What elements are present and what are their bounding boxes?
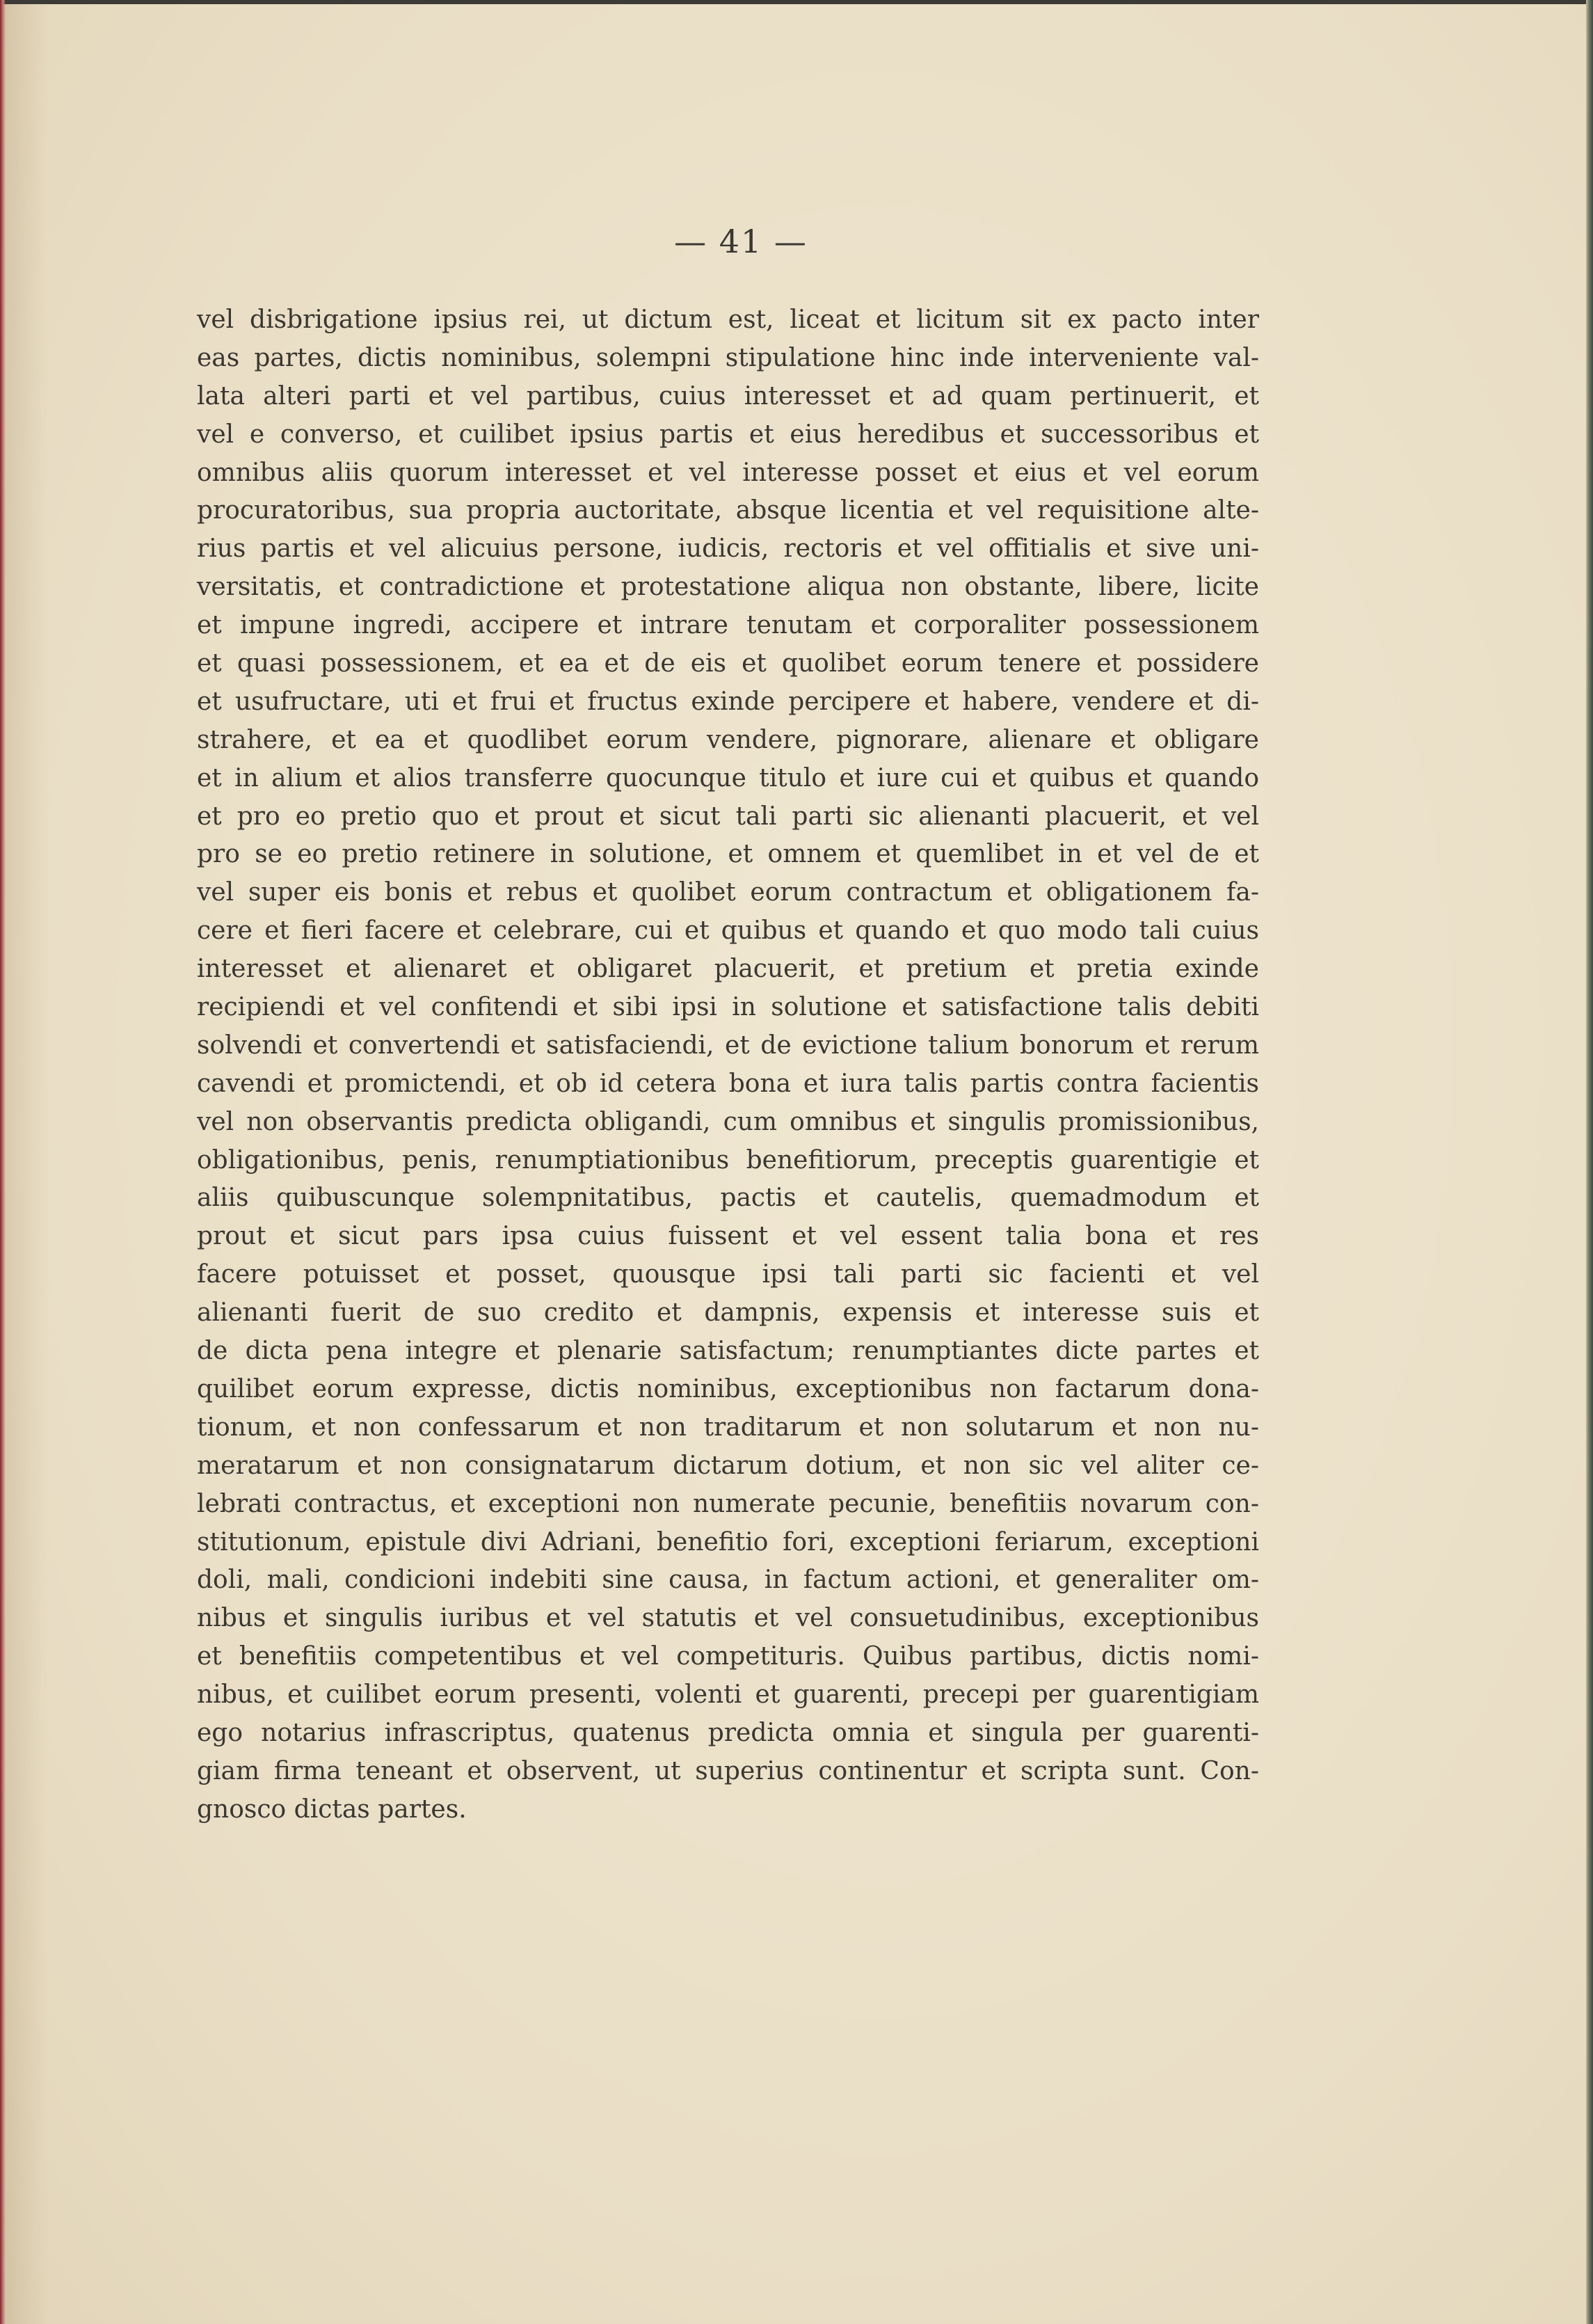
text-line: de dicta pena integre et plenarie satisfactum; renumptiantes dicte partes et [197,1337,1259,1366]
text-line: solvendi et convertendi et satisfaciendi, et de evictione talium bonorum et rerum [197,1030,1259,1060]
text-line: omnibus aliis quorum interesset et vel interesse posset et eius et vel eorum [197,458,1259,487]
text-line: et in alium et alios transferre quocunque titulo et iure cui et quibus et quando [197,763,1259,793]
text-line: vel e converso, et cuilibet ipsius partis et eius heredibus et successoribus et [197,420,1259,449]
text-line: interesset et alienaret et obligaret placuerit, et pretium et pretia exinde [197,955,1259,984]
text-line: rius partis et vel alicuius persone, iudicis, rectoris et vel offitialis et sive uni- [197,534,1259,564]
text-line: et quasi possessionem, et ea et de eis et quolibet eorum tenere et possidere [197,649,1259,678]
text-line: nibus et singulis iuribus et vel statutis et vel consuetudinibus, exceptionibus [197,1604,1259,1633]
text-line: doli, mali, condicioni indebiti sine causa, in factum actioni, et generaliter om- [197,1566,1259,1595]
text-line: vel disbrigatione ipsius rei, ut dictum est, liceat et licitum sit ex pacto inter [197,305,1259,334]
text-line: procuratoribus, sua propria auctoritate, absque licentia et vel requisitione alte- [197,496,1259,525]
text-line: quilibet eorum expresse, dictis nominibus, exceptionibus non factarum dona- [197,1374,1259,1403]
text-line: nibus, et cuilibet eorum presenti, volenti et guarenti, precepi per guarentigiam [197,1680,1259,1710]
text-line: et usufructare, uti et frui et fructus exinde percipere et habere, vendere et di- [197,687,1259,716]
text-line: vel super eis bonis et rebus et quolibet eorum contractum et obligationem fa- [197,878,1259,907]
text-line: prout et sicut pars ipsa cuius fuissent et vel essent talia bona et res [197,1222,1259,1251]
text-line: obligationibus, penis, renumptiationibus benefitiorum, preceptis guarentigie et [197,1145,1259,1175]
text-line: strahere, et ea et quodlibet eorum vendere, pignorare, alienare et obligare [197,725,1259,754]
text-line: facere potuisset et posset, quousque ipsi tali parti sic facienti et vel [197,1260,1259,1289]
text-line: et impune ingredi, accipere et intrare tenutam et corporaliter possessionem [197,611,1259,640]
text-line: giam firma teneant et observent, ut superius continentur et scripta sunt. Con- [197,1756,1259,1785]
text-line: et pro eo pretio quo et prout et sicut tali parti sic alienanti placuerit, et vel [197,802,1259,831]
text-line: aliis quibuscunque solempnitatibus, pactis et cautelis, quemadmodum et [197,1184,1259,1213]
text-line: gnosco dictas partes. [197,1794,467,1824]
text-line: lebrati contractus, et exceptioni non numerate pecunie, benefitiis novarum con- [197,1489,1259,1518]
text-line: tionum, et non confessarum et non traditarum et non solutarum et non nu- [197,1412,1259,1442]
text-line: meratarum et non consignatarum dictarum dotium, et non sic vel aliter ce- [197,1451,1259,1480]
text-line: ego notarius infrascriptus, quatenus predicta omnia et singula per guarenti- [197,1718,1259,1747]
page-left-edge [0,0,6,2324]
text-line: et benefitiis competentibus et vel competituris. Quibus partibus, dictis nomi- [197,1642,1259,1671]
text-line: cere et fieri facere et celebrare, cui et quibus et quando et quo modo tali cuius [197,916,1259,946]
text-line: eas partes, dictis nominibus, solempni stipulatione hinc inde interveniente val- [197,343,1259,372]
text-line: lata alteri parti et vel partibus, cuius interesset et ad quam pertinuerit, et [197,381,1259,411]
page-right-edge [1586,0,1593,2324]
text-line: cavendi et promictendi, et ob id cetera bona et iura talis partis contra facientis [197,1069,1259,1098]
page-number: — 41 — [674,223,808,260]
text-line: pro se eo pretio retinere in solutione, et omnem et quemlibet in et vel de et [197,840,1259,869]
text-line: vel non observantis predicta obligandi, cum omnibus et singulis promissionibus, [197,1107,1259,1136]
body-paragraph [197,301,1259,1829]
page-top-edge [0,0,1593,4]
text-line: versitatis, et contradictione et protestatione aliqua non obstante, libere, licite [197,573,1259,602]
text-line: alienanti fuerit de suo credito et dampnis, expensis et interesse suis et [197,1298,1259,1328]
text-line: stitutionum, epistule divi Adriani, benefitio fori, exceptioni feriarum, exceptioni [197,1527,1259,1557]
text-line: recipiendi et vel confitendi et sibi ipsi in solutione et satisfactione talis debiti [197,993,1259,1022]
